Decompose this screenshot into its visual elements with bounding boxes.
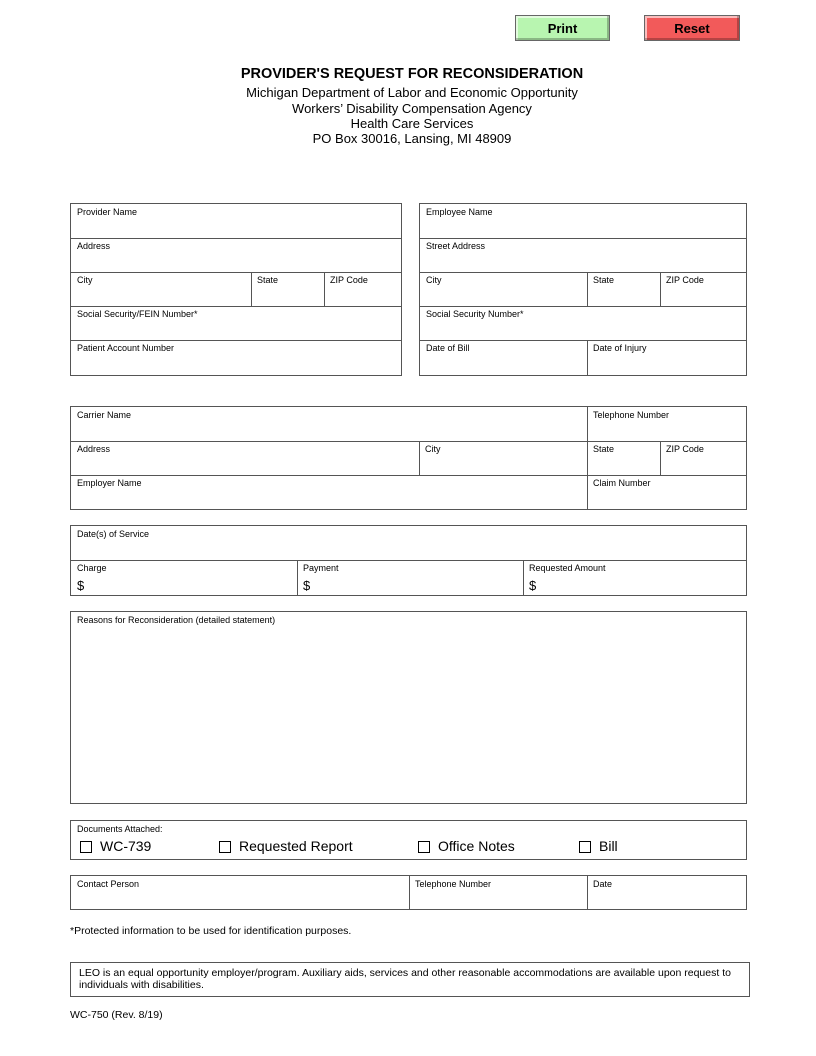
page-title: PROVIDER'S REQUEST FOR RECONSIDERATION (240, 66, 584, 82)
reasons-label: Reasons for Reconsideration (detailed statement) (77, 615, 276, 625)
employee-street-field[interactable]: Street Address (426, 241, 486, 251)
footnote: *Protected information to be used for identification purposes. (70, 925, 352, 937)
provider-zip-field[interactable]: ZIP Code (330, 275, 368, 285)
employee-state-field[interactable]: State (593, 275, 615, 285)
documents-section (70, 820, 747, 860)
carrier-telephone-field[interactable]: Telephone Number (593, 410, 670, 420)
contact-telephone-field[interactable]: Telephone Number (415, 879, 492, 889)
mailing-address: PO Box 30016, Lansing, MI 48909 (312, 131, 512, 146)
provider-name-field[interactable]: Provider Name (77, 207, 138, 217)
carrier-city-field[interactable]: City (425, 444, 441, 454)
agency-name: Workers’ Disability Compensation Agency (292, 101, 532, 116)
carrier-zip-field[interactable]: ZIP Code (666, 444, 704, 454)
employee-name-field[interactable]: Employee Name (426, 207, 493, 217)
contact-date-field[interactable]: Date (593, 879, 613, 889)
employee-city-field[interactable]: City (426, 275, 442, 285)
carrier-state-field[interactable]: State (593, 444, 615, 454)
employee-section (419, 203, 747, 376)
form-id: WC-750 (Rev. 8/19) (70, 1009, 163, 1021)
dates-of-service-field[interactable]: Date(s) of Service (77, 529, 150, 539)
payment-field[interactable]: Payment $ (303, 563, 339, 593)
reset-button[interactable]: Reset (644, 15, 740, 41)
eeo-notice-text: LEO is an equal opportunity employer/program. Auxiliary aids, services and other reasonable accommodations are available upon request to individuals with disabilities. (79, 967, 731, 991)
bill-label: Bill (599, 838, 618, 854)
office-notes-checkbox[interactable] (418, 841, 430, 853)
wc739-checkbox[interactable] (80, 841, 92, 853)
carrier-address-field[interactable]: Address (77, 444, 111, 454)
provider-city-field[interactable]: City (77, 275, 93, 285)
provider-address-field[interactable]: Address (77, 241, 111, 251)
eeo-notice (70, 962, 750, 997)
division-name: Health Care Services (350, 116, 474, 131)
employer-name-field[interactable]: Employer Name (77, 478, 142, 488)
department-name: Michigan Department of Labor and Economic Opportunity (246, 85, 578, 100)
charge-field[interactable]: Charge $ (77, 563, 107, 593)
contact-section (70, 875, 747, 910)
requested-report-checkbox[interactable] (219, 841, 231, 853)
provider-section (70, 203, 402, 376)
office-notes-label: Office Notes (438, 838, 515, 854)
patient-account-field[interactable]: Patient Account Number (77, 343, 175, 353)
requested-report-label: Requested Report (239, 838, 353, 854)
provider-ssn-fein-field[interactable]: Social Security/FEIN Number* (77, 309, 198, 319)
carrier-section (70, 406, 747, 510)
provider-state-field[interactable]: State (257, 275, 279, 285)
contact-person-field[interactable]: Contact Person (77, 879, 140, 889)
wc739-label: WC-739 (100, 838, 152, 854)
date-of-injury-field[interactable]: Date of Injury (593, 343, 647, 353)
service-section (70, 525, 747, 596)
print-button[interactable]: Print (515, 15, 610, 41)
bill-checkbox[interactable] (579, 841, 591, 853)
claim-number-field[interactable]: Claim Number (593, 478, 651, 488)
employee-ssn-field[interactable]: Social Security Number* (426, 309, 524, 319)
carrier-name-field[interactable]: Carrier Name (77, 410, 132, 420)
date-of-bill-field[interactable]: Date of Bill (426, 343, 470, 353)
requested-amount-field[interactable]: Requested Amount $ (529, 563, 606, 593)
documents-label: Documents Attached: (77, 824, 163, 834)
reasons-textarea[interactable] (70, 611, 747, 804)
employee-zip-field[interactable]: ZIP Code (666, 275, 704, 285)
